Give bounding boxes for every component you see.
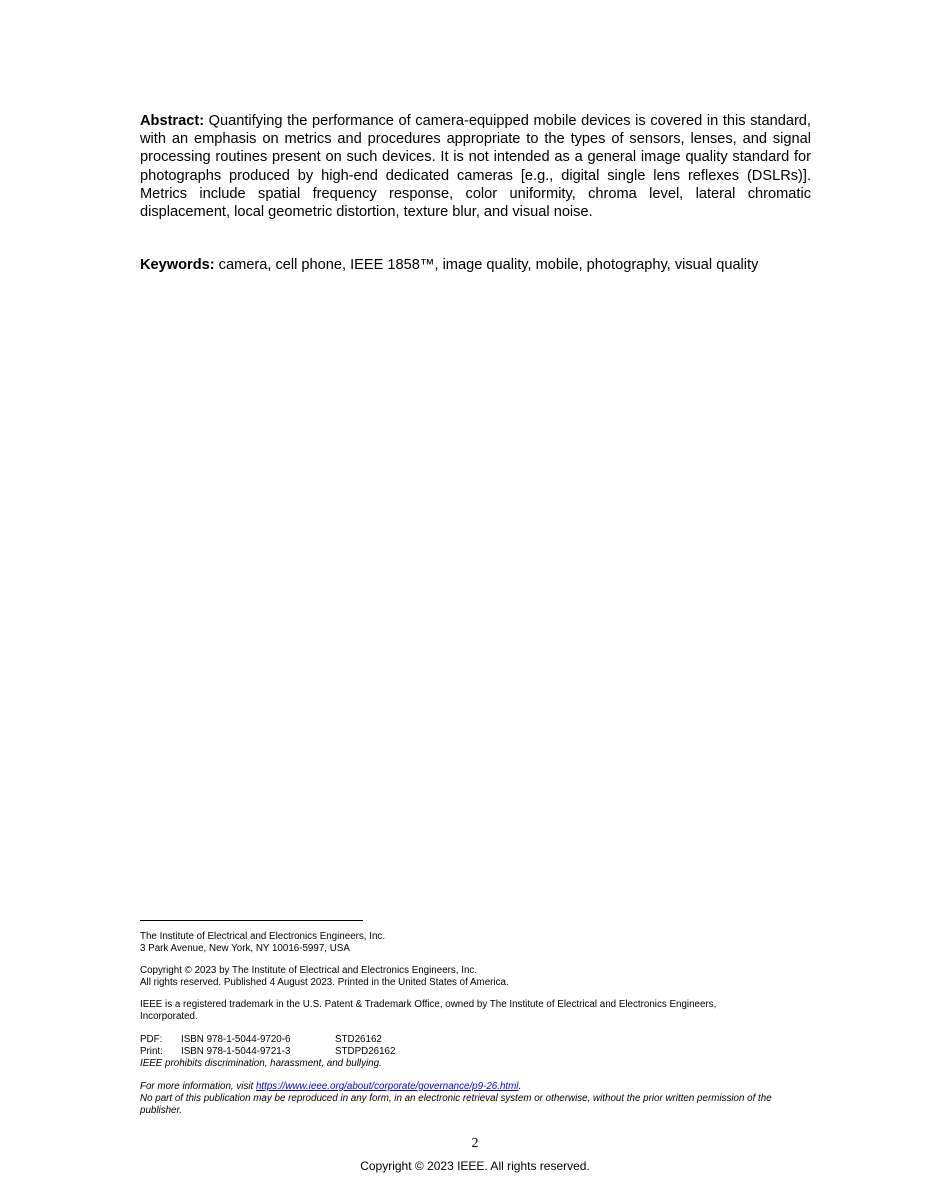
keywords-label: Keywords: — [140, 257, 215, 273]
isbn-format-label: Print: — [140, 1046, 163, 1057]
isbn-block — [140, 1034, 820, 1070]
abstract-paragraph — [140, 112, 811, 221]
more-info-suffix: . — [518, 1081, 522, 1092]
governance-link[interactable]: https://www.ieee.org/about/corporate/governance/p9-26.html — [255, 1081, 519, 1092]
copyright-line: Copyright © 2023 by The Institute of Electrical and Electronics Engineers, Inc. — [140, 965, 478, 976]
abstract-label: Abstract: — [140, 113, 205, 129]
more-info-block — [140, 1081, 812, 1117]
reproduction-notice: No part of this publication may be reproduced in any form, in an electronic retrieval system or otherwise, without the prior written permission of the publisher. — [140, 1093, 772, 1116]
publisher-name: The Institute of Electrical and Electronics Engineers, Inc. — [140, 931, 386, 942]
keywords-paragraph — [140, 256, 820, 274]
isbn-number: ISBN 978-1-5044-9720-6 — [181, 1034, 291, 1045]
publisher-address — [140, 931, 820, 955]
isbn-row-pdf — [140, 1034, 820, 1046]
page-footer-copyright: Copyright © 2023 IEEE. All rights reserved. — [360, 1159, 590, 1173]
page-number: 2 — [471, 1136, 479, 1151]
std-code: STD26162 — [335, 1034, 382, 1045]
more-info-prefix: For more information, visit — [140, 1081, 256, 1092]
isbn-row-print — [140, 1046, 820, 1058]
publisher-street: 3 Park Avenue, New York, NY 10016-5997, USA — [140, 943, 350, 954]
isbn-format-label: PDF: — [140, 1034, 163, 1045]
more-info-line — [140, 1081, 812, 1093]
rights-line: All rights reserved. Published 4 August 2023. Printed in the United States of America. — [140, 977, 509, 988]
abstract-text: Quantifying the performance of camera-equipped mobile devices is covered in this standard, with an emphasis on metrics and procedures appropriate to the types of sensors, lenses, and signal processing routines present on such devices. It is not intended as a general image quality standard for photographs produced by high-end dedicated cameras [e.g., digital single lens reflexes (DSLRs)]. Metrics include spatial frequency response, color uniformity, chroma level, lateral chromatic displacement, local geometric distortion, texture blur, and visual noise. — [140, 113, 811, 221]
trademark-notice: IEEE is a registered trademark in the U.S. Patent & Trademark Office, owned by The Institute of Electrical and Electronics Engineers, Incorporated. — [140, 999, 717, 1022]
keywords-text: camera, cell phone, IEEE 1858™, image quality, mobile, photography, visual quality — [218, 257, 759, 273]
std-code: STDPD26162 — [335, 1046, 396, 1057]
footnote-divider — [140, 920, 363, 921]
copyright-notice — [140, 965, 820, 989]
isbn-number: ISBN 978-1-5044-9721-3 — [181, 1046, 291, 1057]
discrimination-notice: IEEE prohibits discrimination, harassment, and bullying. — [140, 1058, 382, 1069]
